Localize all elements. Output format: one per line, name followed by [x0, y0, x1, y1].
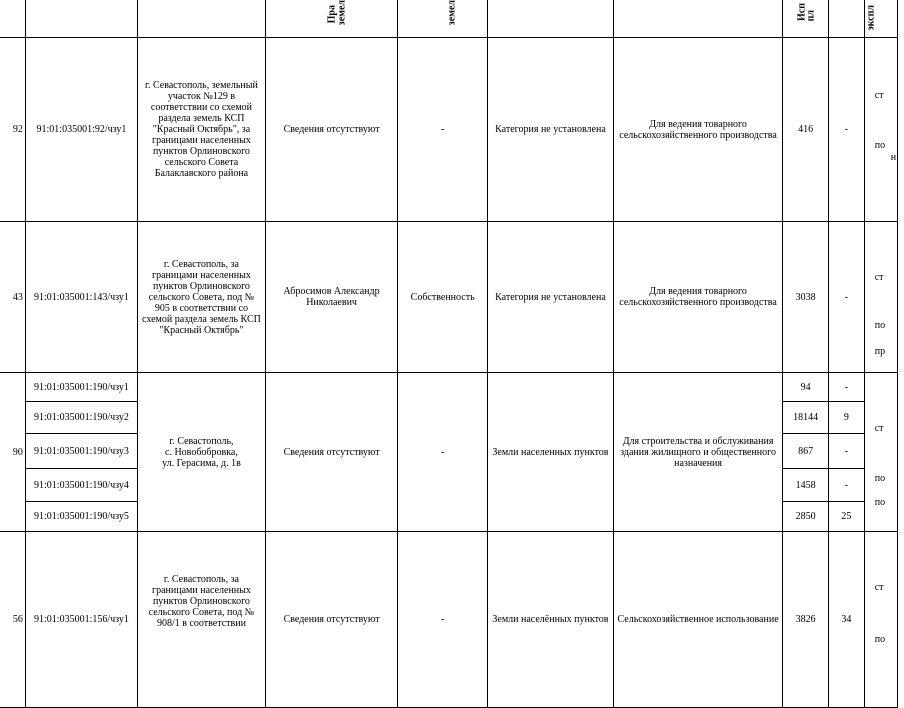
plot-address: г. Севастополь, за границами населенных пунктов Орлиновского сельского Совета, под № 905 в соответствии со схемой раздела земель КСП "Красный Октябрь" [138, 222, 266, 373]
sub-area-value: - [829, 222, 865, 373]
rights-holder: Сведения отсутствуют [265, 532, 398, 708]
cadastral-number: 91:01:035001:190/чзу3 [25, 434, 137, 469]
address-line-3: ул. Герасима, д. 1в [162, 457, 241, 469]
address-line-2: с. Новобобровка, [165, 446, 238, 458]
last-col-text-1: ст [874, 423, 884, 434]
table-row [0, 373, 898, 402]
last-column-cell [864, 373, 897, 532]
header-area-line1: Исп [796, 3, 808, 21]
header-subarea [829, 0, 865, 38]
header-rights-line1: Пра [326, 4, 338, 23]
area-value: 2850 [783, 502, 829, 532]
header-area [783, 0, 829, 38]
last-col-text-3: пр [874, 346, 886, 357]
last-col-text-2: по [874, 634, 886, 645]
last-col-text-2: по [874, 140, 886, 151]
cadastral-number: 91:01:035001:190/чзу4 [25, 469, 137, 502]
right-type: - [398, 373, 488, 532]
header-type [398, 0, 488, 38]
cadastral-number: 91:01:035001:190/чзу2 [25, 402, 137, 434]
header-row [0, 0, 898, 38]
sub-area-value: - [829, 38, 865, 222]
last-col-text-2: по [874, 473, 886, 484]
cadastral-number: 91:01:035001:156/чзу1 [25, 532, 137, 708]
header-num [0, 0, 25, 38]
right-type: - [398, 38, 488, 222]
row-number: 43 [0, 222, 25, 373]
permitted-use: Для ведения товарного сельскохозяйственного производства [613, 38, 782, 222]
cadastral-number: 91:01:035001:92/чзу1 [25, 38, 137, 222]
cadastral-number: 91:01:035001:190/чзу5 [25, 502, 137, 532]
header-type-line3: земел [446, 0, 458, 25]
last-col-text-1: ст [874, 582, 884, 593]
rights-holder: Абросимов Александр Николаевич [265, 222, 398, 373]
last-column-cell [864, 532, 897, 708]
last-col-text-3: н [890, 152, 897, 163]
land-category: Земли населённых пунктов [487, 532, 613, 708]
permitted-use: Для ведения товарного сельскохозяйственного производства [613, 222, 782, 373]
header-cadastral [25, 0, 137, 38]
header-category [487, 0, 613, 38]
plot-address: г. Севастополь, земельный участок №129 в соответствии со схемой раздела земель КСП "Красный Октябрь", за границами населенных пунктов Орлиновского сельского Совета Балаклавского района [138, 38, 266, 222]
sub-area-value: 34 [829, 532, 865, 708]
header-rights [265, 0, 398, 38]
rights-holder: Сведения отсутствуют [265, 38, 398, 222]
last-col-text-3: по [874, 497, 886, 508]
last-column-cell [864, 222, 897, 373]
plot-address: г. Севастополь, за границами населенных пунктов Орлиновского сельского Совета, под № 908/1 в соответствии [138, 532, 266, 708]
last-col-text-2: по [874, 320, 886, 331]
row-number: 56 [0, 532, 25, 708]
sub-area-value: - [829, 469, 865, 502]
table-row [0, 222, 898, 373]
sub-area-value: - [829, 373, 865, 402]
permitted-use: Для строительства и обслуживания здания жилищного и общественного назначения [613, 373, 782, 532]
header-use [613, 0, 782, 38]
right-type: - [398, 532, 488, 708]
land-category: Категория не установлена [487, 38, 613, 222]
area-value: 3038 [783, 222, 829, 373]
sub-area-value: 9 [829, 402, 865, 434]
last-col-text-1: ст [874, 272, 884, 283]
rights-holder: Сведения отсутствуют [265, 373, 398, 532]
header-address [138, 0, 266, 38]
address-line-1: г. Севастополь, [169, 435, 234, 447]
header-last [864, 0, 897, 38]
cadastral-number: 91:01:035001:190/чзу1 [25, 373, 137, 402]
header-rights-line3: земел [336, 0, 348, 25]
area-value: 94 [783, 373, 829, 402]
land-category: Категория не установлена [487, 222, 613, 373]
header-last-label: экспл [865, 5, 877, 31]
last-col-text-1: ст [874, 90, 884, 101]
area-value: 3826 [783, 532, 829, 708]
table-row [0, 532, 898, 708]
area-value: 416 [783, 38, 829, 222]
header-area-line2: пл [805, 9, 817, 21]
row-number: 92 [0, 38, 25, 222]
area-value: 1458 [783, 469, 829, 502]
area-value: 18144 [783, 402, 829, 434]
area-value: 867 [783, 434, 829, 469]
plot-address [138, 373, 266, 532]
cadastral-number: 91:01:035001:143/чзу1 [25, 222, 137, 373]
last-column-cell [864, 38, 897, 222]
row-number: 90 [0, 373, 25, 532]
table-row [0, 38, 898, 222]
right-type: Собственность [398, 222, 488, 373]
land-category: Земли населенных пунктов [487, 373, 613, 532]
sub-area-value: - [829, 434, 865, 469]
permitted-use: Сельскохозяйственное использование [613, 532, 782, 708]
sub-area-value: 25 [829, 502, 865, 532]
